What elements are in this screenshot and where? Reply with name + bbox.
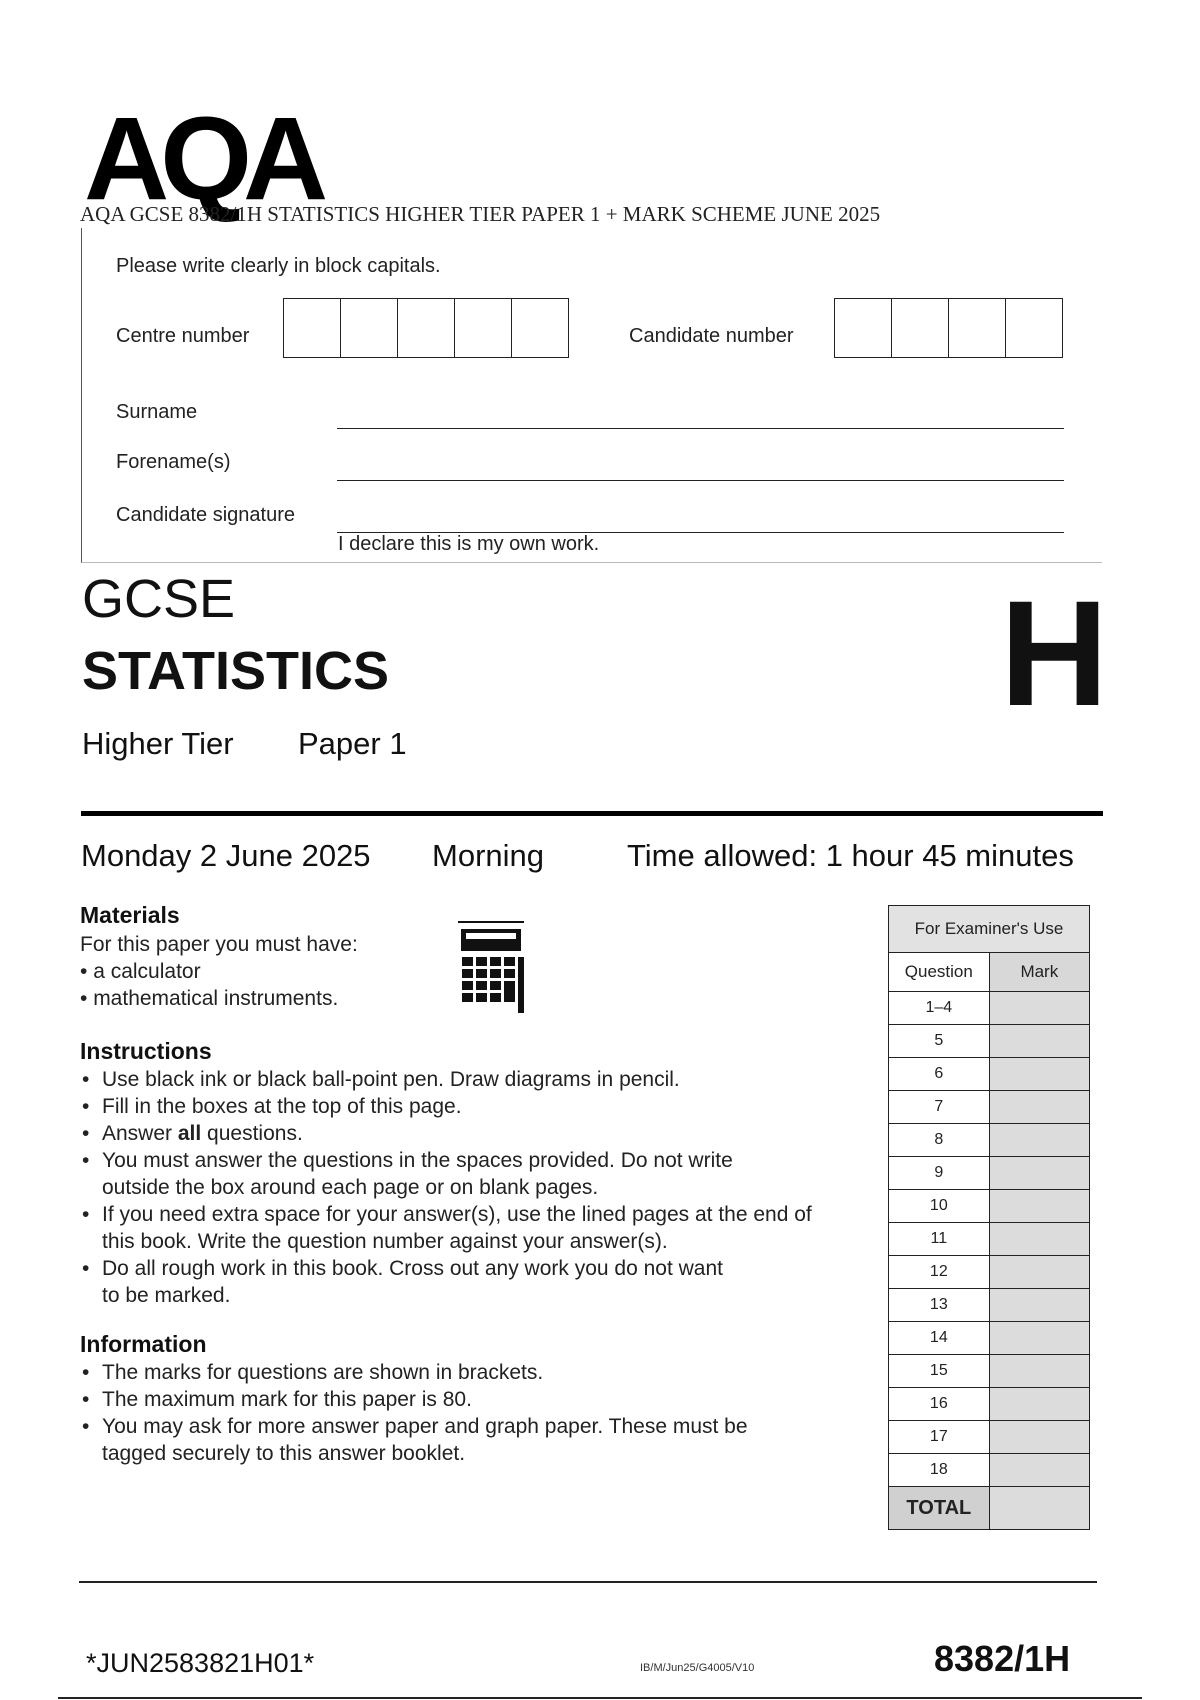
- mark-cell[interactable]: [989, 1256, 1089, 1289]
- paper-code: 8382/1H: [934, 1638, 1071, 1679]
- divider: [81, 811, 1103, 816]
- mark-cell[interactable]: [989, 1124, 1089, 1157]
- total-label: TOTAL: [889, 1487, 990, 1530]
- tier-letter: H: [1000, 569, 1109, 737]
- document-title: AQA GCSE 8382/1H STATISTICS HIGHER TIER PAPER 1 + MARK SCHEME JUNE 2025: [80, 202, 881, 226]
- instructions-list: [80, 1066, 812, 1309]
- footer-divider: [79, 1581, 1097, 1583]
- mark-cell[interactable]: [989, 1355, 1089, 1388]
- question-number-cell: 13: [889, 1289, 990, 1322]
- examiner-table-row: [889, 1388, 1090, 1421]
- calculator-icon: [458, 921, 524, 1013]
- centre-number-label: Centre number: [116, 325, 250, 347]
- signature-label: Candidate signature: [116, 504, 296, 526]
- materials-item: • mathematical instruments.: [80, 987, 339, 1010]
- examiner-table-row: [889, 1289, 1090, 1322]
- question-number-cell: 10: [889, 1190, 990, 1223]
- instruction-item: • Use black ink or black ball-point pen. Draw diagrams in pencil.: [80, 1066, 812, 1093]
- time-allowed: Time allowed: 1 hour 45 minutes: [627, 838, 1074, 873]
- materials-item-text: a calculator: [93, 960, 201, 983]
- examiner-table-row: [889, 1025, 1090, 1058]
- qualification-title: GCSE: [82, 569, 236, 629]
- question-column-header: Question: [889, 953, 990, 992]
- mark-cell[interactable]: [989, 1025, 1089, 1058]
- question-number-cell: 1–4: [889, 992, 990, 1025]
- centre-number-box[interactable]: [398, 299, 455, 357]
- materials-heading: Materials: [80, 902, 180, 928]
- mark-cell[interactable]: [989, 1388, 1089, 1421]
- bottom-divider: [58, 1697, 1142, 1699]
- examiner-use-table: [888, 905, 1090, 1530]
- information-heading: Information: [80, 1331, 207, 1357]
- question-number-cell: 5: [889, 1025, 990, 1058]
- mark-cell[interactable]: [989, 1157, 1089, 1190]
- question-number-cell: 15: [889, 1355, 990, 1388]
- subject-title: STATISTICS: [82, 641, 389, 701]
- instruction-item: • Do all rough work in this book. Cross out any work you do not want to be marked.: [80, 1255, 812, 1309]
- examiner-table-row: [889, 1355, 1090, 1388]
- candidate-number-box[interactable]: [949, 299, 1006, 357]
- mark-cell[interactable]: [989, 992, 1089, 1025]
- aqa-logo: AQA: [84, 93, 320, 225]
- candidate-number-box[interactable]: [835, 299, 892, 357]
- exam-session: Morning: [432, 838, 544, 873]
- forenames-label: Forename(s): [116, 451, 231, 473]
- information-item: • The maximum mark for this paper is 80.: [80, 1386, 748, 1413]
- instruction-item: • You must answer the questions in the spaces provided. Do not write outside the box around each page or on blank pages.: [80, 1147, 812, 1201]
- instruction-item: • Answer all questions.: [80, 1120, 812, 1147]
- examiner-table-row: [889, 992, 1090, 1025]
- mark-cell[interactable]: [989, 1058, 1089, 1091]
- declaration-text: I declare this is my own work.: [338, 533, 600, 555]
- question-number-cell: 12: [889, 1256, 990, 1289]
- instruction-item: • Fill in the boxes at the top of this page.: [80, 1093, 812, 1120]
- mark-cell[interactable]: [989, 1322, 1089, 1355]
- information-item: • The marks for questions are shown in brackets.: [80, 1359, 748, 1386]
- mark-cell[interactable]: [989, 1421, 1089, 1454]
- centre-number-box[interactable]: [341, 299, 398, 357]
- question-number-cell: 8: [889, 1124, 990, 1157]
- materials-item: • a calculator: [80, 960, 201, 983]
- surname-label: Surname: [116, 401, 198, 423]
- materials-intro: For this paper you must have:: [80, 933, 358, 956]
- paper-label: Paper 1: [298, 726, 407, 761]
- question-number-cell: 6: [889, 1058, 990, 1091]
- question-number-cell: 9: [889, 1157, 990, 1190]
- candidate-number-label: Candidate number: [629, 325, 794, 347]
- total-mark-cell[interactable]: [989, 1487, 1089, 1530]
- centre-number-boxes[interactable]: [283, 298, 569, 358]
- examiner-table-row: [889, 1322, 1090, 1355]
- information-list: [80, 1359, 748, 1467]
- examiner-table-row: [889, 1421, 1090, 1454]
- block-capitals-instruction: Please write clearly in block capitals.: [116, 255, 441, 277]
- question-number-cell: 16: [889, 1388, 990, 1421]
- question-number-cell: 7: [889, 1091, 990, 1124]
- examiner-table-row: [889, 1058, 1090, 1091]
- examiner-table-row: [889, 1190, 1090, 1223]
- examiner-table-row: [889, 1091, 1090, 1124]
- mark-cell[interactable]: [989, 1289, 1089, 1322]
- mark-cell[interactable]: [989, 1454, 1089, 1487]
- mark-column-header: Mark: [989, 953, 1089, 992]
- examiner-table-row: [889, 1256, 1090, 1289]
- tier-label: Higher Tier: [82, 726, 234, 761]
- mark-cell[interactable]: [989, 1223, 1089, 1256]
- mark-cell[interactable]: [989, 1091, 1089, 1124]
- examiner-table-row: [889, 1223, 1090, 1256]
- reference-code: IB/M/Jun25/G4005/V10: [640, 1662, 755, 1674]
- question-number-cell: 11: [889, 1223, 990, 1256]
- examiner-total-row: [889, 1487, 1090, 1530]
- instructions-heading: Instructions: [80, 1038, 212, 1064]
- forenames-field[interactable]: [337, 480, 1064, 481]
- question-number-cell: 14: [889, 1322, 990, 1355]
- exam-date: Monday 2 June 2025: [81, 838, 371, 873]
- information-item: • You may ask for more answer paper and graph paper. These must be tagged securely to this answer booklet.: [80, 1413, 748, 1467]
- examiner-table-title: For Examiner's Use: [889, 906, 1090, 953]
- examiner-table-row: [889, 1157, 1090, 1190]
- surname-field[interactable]: [337, 428, 1064, 429]
- instruction-item: • If you need extra space for your answer(s), use the lined pages at the end of this book. Write the question number against your answer(s).: [80, 1201, 812, 1255]
- materials-item-text: mathematical instruments.: [93, 987, 339, 1010]
- barcode-text: *JUN2583821H01*: [86, 1648, 315, 1678]
- examiner-table-row: [889, 1124, 1090, 1157]
- candidate-number-boxes[interactable]: [834, 298, 1063, 358]
- examiner-table-row: [889, 1454, 1090, 1487]
- candidate-number-box[interactable]: [1006, 299, 1062, 357]
- mark-cell[interactable]: [989, 1190, 1089, 1223]
- question-number-cell: 18: [889, 1454, 990, 1487]
- centre-number-box[interactable]: [512, 299, 568, 357]
- question-number-cell: 17: [889, 1421, 990, 1454]
- centre-number-box[interactable]: [284, 299, 341, 357]
- candidate-number-box[interactable]: [892, 299, 949, 357]
- centre-number-box[interactable]: [455, 299, 512, 357]
